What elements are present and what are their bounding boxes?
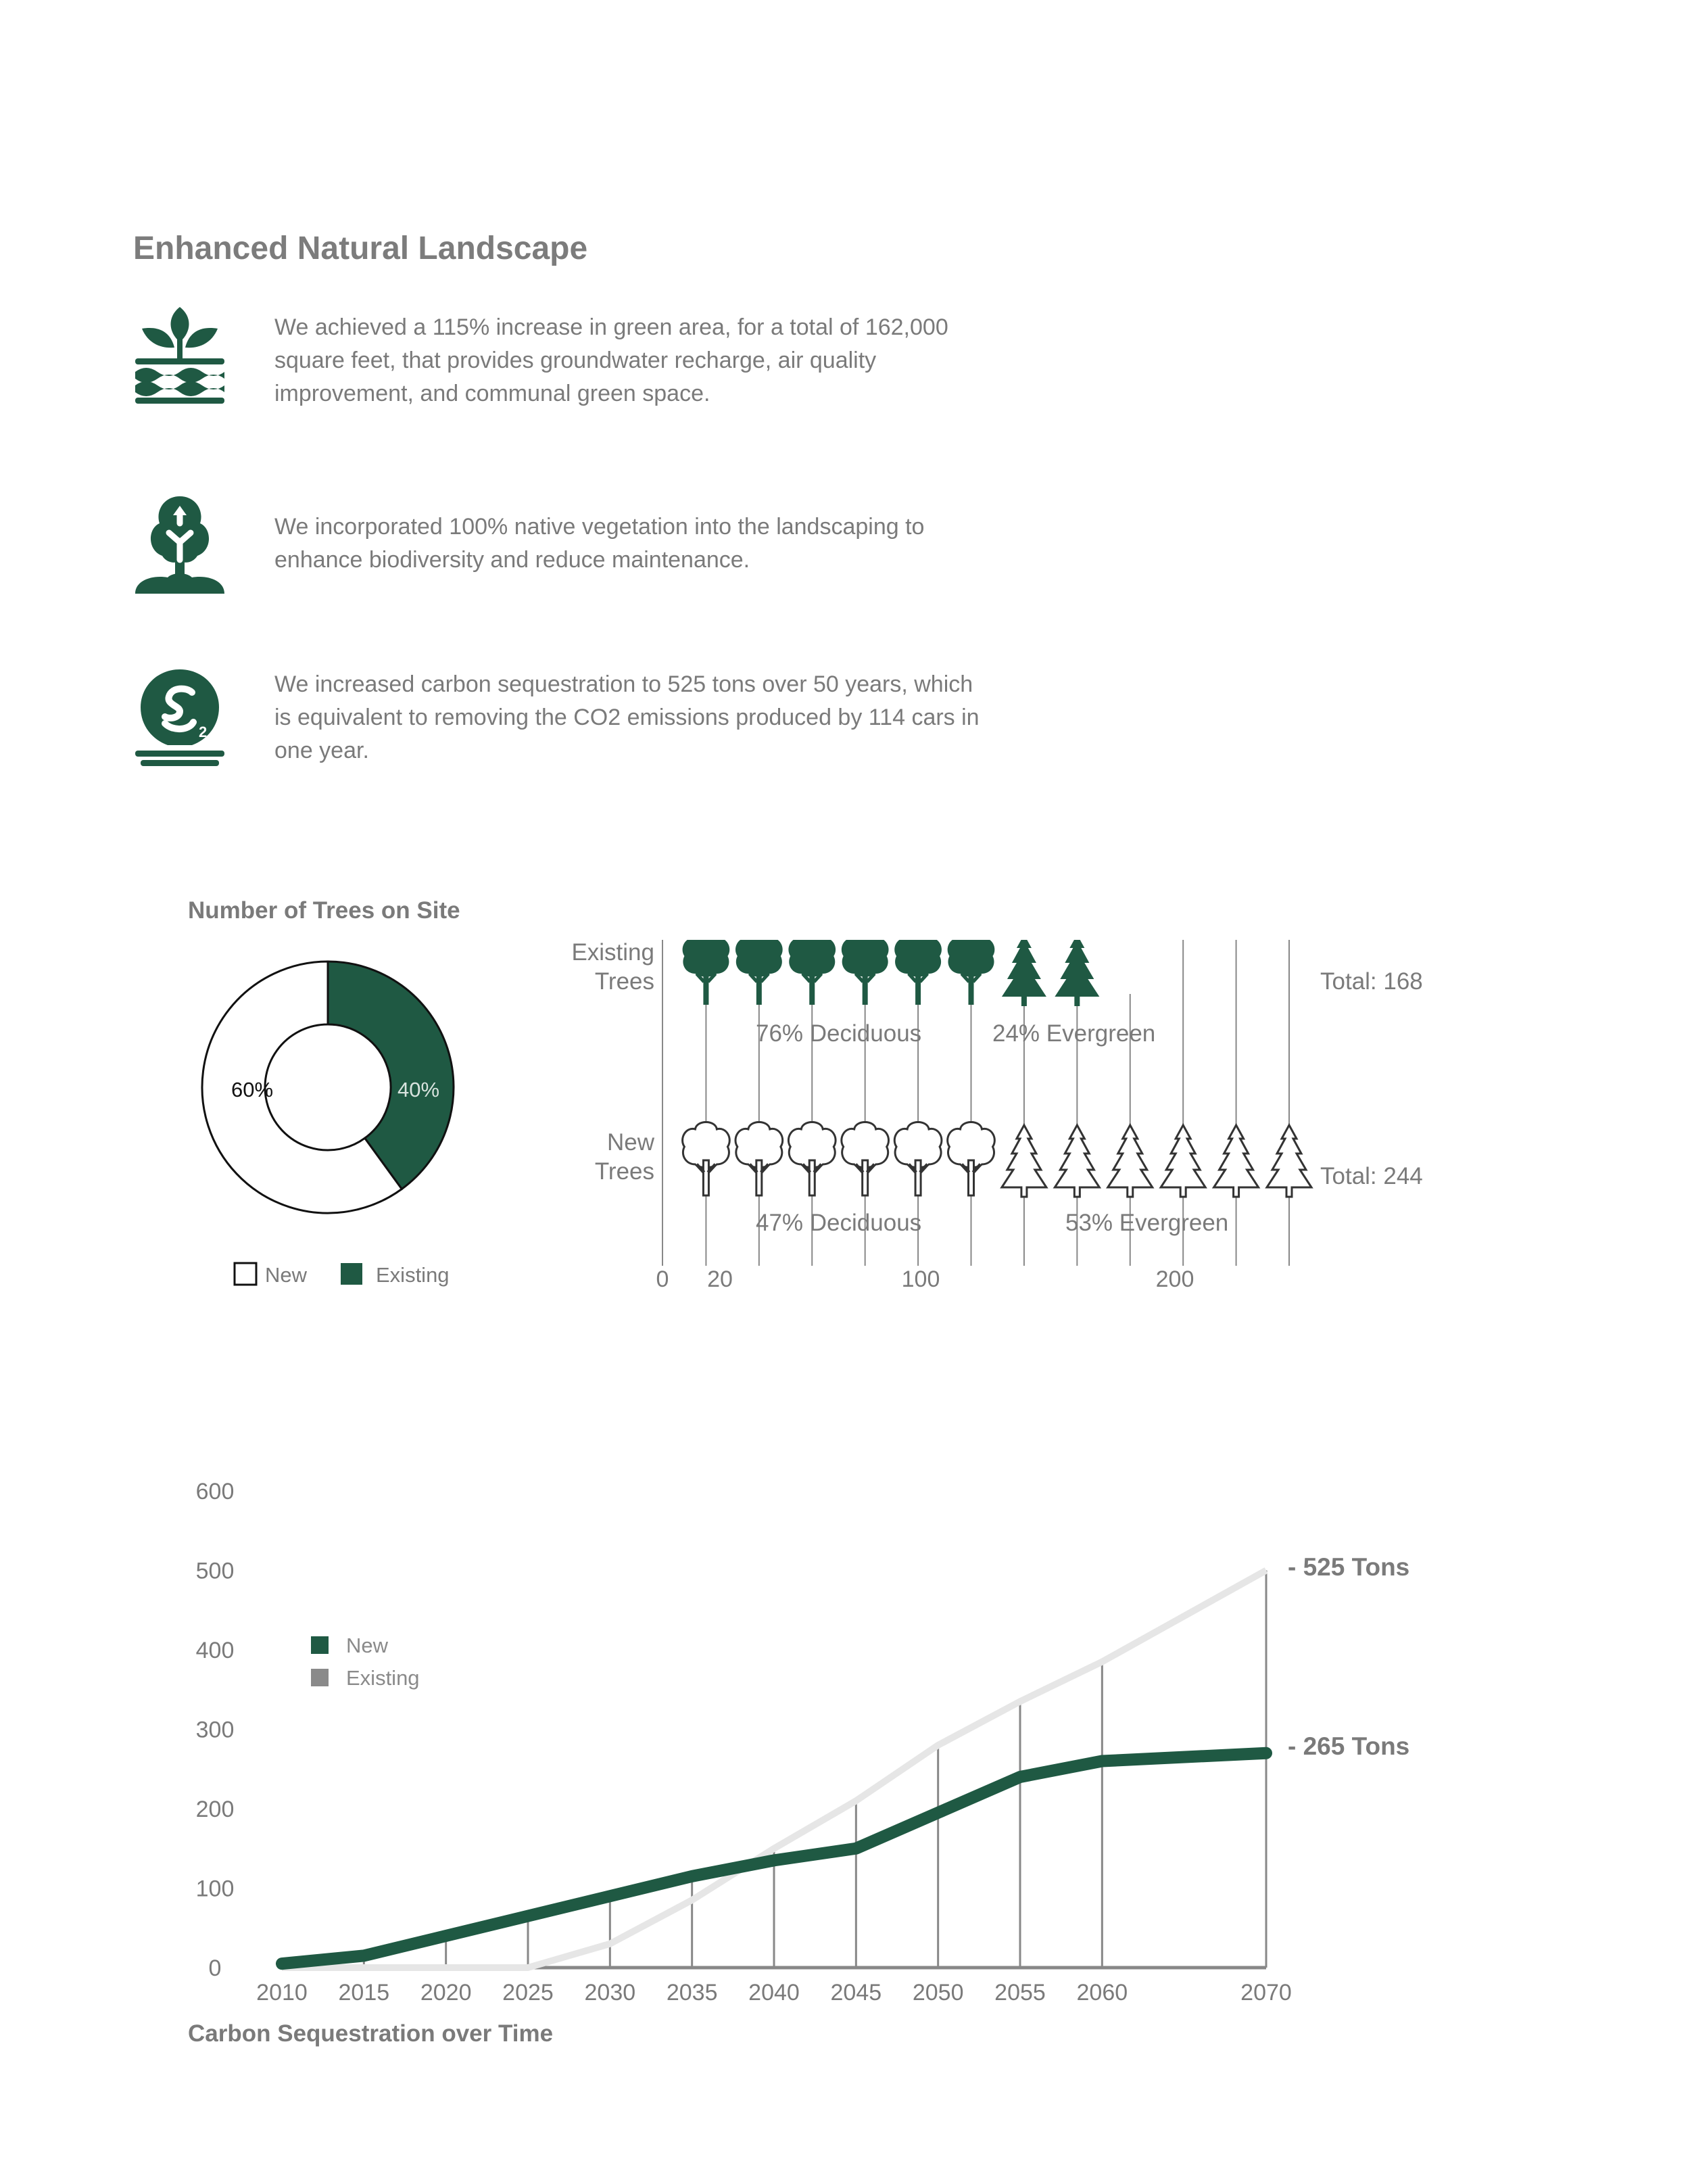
end-label-new: - 265 Tons [1288,1732,1410,1760]
donut-chart [189,947,473,1312]
share-existing-deciduous: 76% Deciduous [756,1020,922,1047]
line-chart [169,1454,1521,2056]
row-label-existing-1: Existing [571,940,654,966]
tree-icon-new-deciduous [842,1122,889,1196]
legend-swatch-new-line [311,1636,329,1654]
y-tick-label: 300 [195,1717,235,1743]
legend-swatch-existing-line [311,1669,329,1686]
x-tick-label: 2040 [748,1980,800,2005]
y-tick-label: 0 [208,1955,222,1981]
tree-icon-existing-deciduous [894,940,942,1005]
x-tick-label: 2020 [420,1980,472,2005]
x-tick-label: 2045 [830,1980,882,2005]
x-tick-label: 2010 [256,1980,308,2005]
row-label-existing-2: Trees [594,968,654,995]
tree-icon-new-evergreen [1002,1125,1046,1197]
tree-icon-new-deciduous [683,1122,730,1196]
tree-icon-new-evergreen [1214,1125,1259,1197]
section-title: Enhanced Natural Landscape [133,231,588,266]
tree-icon-existing-deciduous [842,940,889,1005]
legend-label-existing-line: Existing [346,1666,420,1690]
axis-tick-0: 0 [656,1266,669,1292]
legend-label-existing: Existing [376,1263,450,1287]
tree-icon-new-deciduous [735,1122,783,1196]
y-tick-label: 200 [195,1797,235,1822]
x-tick-label: 2060 [1076,1980,1128,2005]
legend-swatch-existing [341,1263,362,1285]
legend-label-new-line: New [346,1634,389,1657]
tree-icon-new-deciduous [948,1122,995,1196]
axis-tick-20: 20 [707,1266,733,1292]
tree-icon-new-deciduous [788,1122,836,1196]
tree-pictogram-chart [541,940,1487,1305]
y-tick-label: 400 [195,1638,235,1663]
tree-growth-icon [132,492,227,594]
x-tick-label: 2025 [502,1980,554,2005]
total-existing: Total: 168 [1320,968,1423,995]
plant-water-icon [132,304,227,406]
row-label-new-2: Trees [594,1158,654,1185]
y-tick-label: 500 [195,1558,235,1584]
row-label-new-1: New [606,1129,654,1156]
legend-label-new: New [265,1263,308,1287]
feature-text-green-area: We achieved a 115% increase in green area, for a total of 162,000 square feet, that provides groundwater recharge, air quality improvement, and communal green space. [274,314,948,406]
donut-label-new: 60% [231,1078,274,1101]
tree-icon-new-evergreen [1161,1125,1205,1197]
svg-text:2: 2 [199,723,208,740]
tree-icon-existing-evergreen [1055,940,1099,1006]
co2-icon [132,665,227,767]
y-tick-label: 600 [195,1479,235,1504]
x-tick-label: 2015 [338,1980,390,2005]
x-tick-label: 2055 [994,1980,1046,2005]
share-new-evergreen: 53% Evergreen [1065,1210,1229,1236]
share-existing-evergreen: 24% Evergreen [992,1020,1156,1047]
tree-icon-new-evergreen [1108,1125,1153,1197]
x-tick-label: 2050 [912,1980,964,2005]
tree-icon-new-evergreen [1055,1125,1099,1197]
x-tick-label: 2035 [666,1980,718,2005]
y-tick-label: 100 [195,1876,235,1902]
tree-icon-existing-deciduous [735,940,783,1005]
axis-tick-200: 200 [1155,1266,1194,1292]
donut-label-existing: 40% [397,1078,440,1101]
share-new-deciduous: 47% Deciduous [756,1210,922,1236]
tree-icon-existing-deciduous [788,940,836,1005]
tree-icon-new-evergreen [1267,1125,1311,1197]
line-chart-title: Carbon Sequestration over Time [188,2020,554,2047]
feature-text-carbon: We increased carbon sequestration to 525 tons over 50 years, which is equivalent to removing the CO2 emissions produced by 114 cars in one year. [274,671,980,763]
feature-text-native-vegetation: We incorporated 100% native vegetation into the landscaping to enhance biodiversity and reduce maintenance. [274,514,925,573]
x-tick-label: 2030 [584,1980,636,2005]
legend-swatch-new [235,1263,256,1285]
tree-icon-new-deciduous [894,1122,942,1196]
x-tick-label: 2070 [1240,1980,1292,2005]
tree-icon-existing-evergreen [1002,940,1046,1006]
donut-chart-title: Number of Trees on Site [188,897,460,924]
tree-icon-existing-deciduous [948,940,995,1005]
total-new: Total: 244 [1320,1163,1423,1189]
tree-icon-existing-deciduous [683,940,730,1005]
end-label-existing: - 525 Tons [1288,1553,1410,1581]
axis-tick-100: 100 [901,1266,940,1292]
